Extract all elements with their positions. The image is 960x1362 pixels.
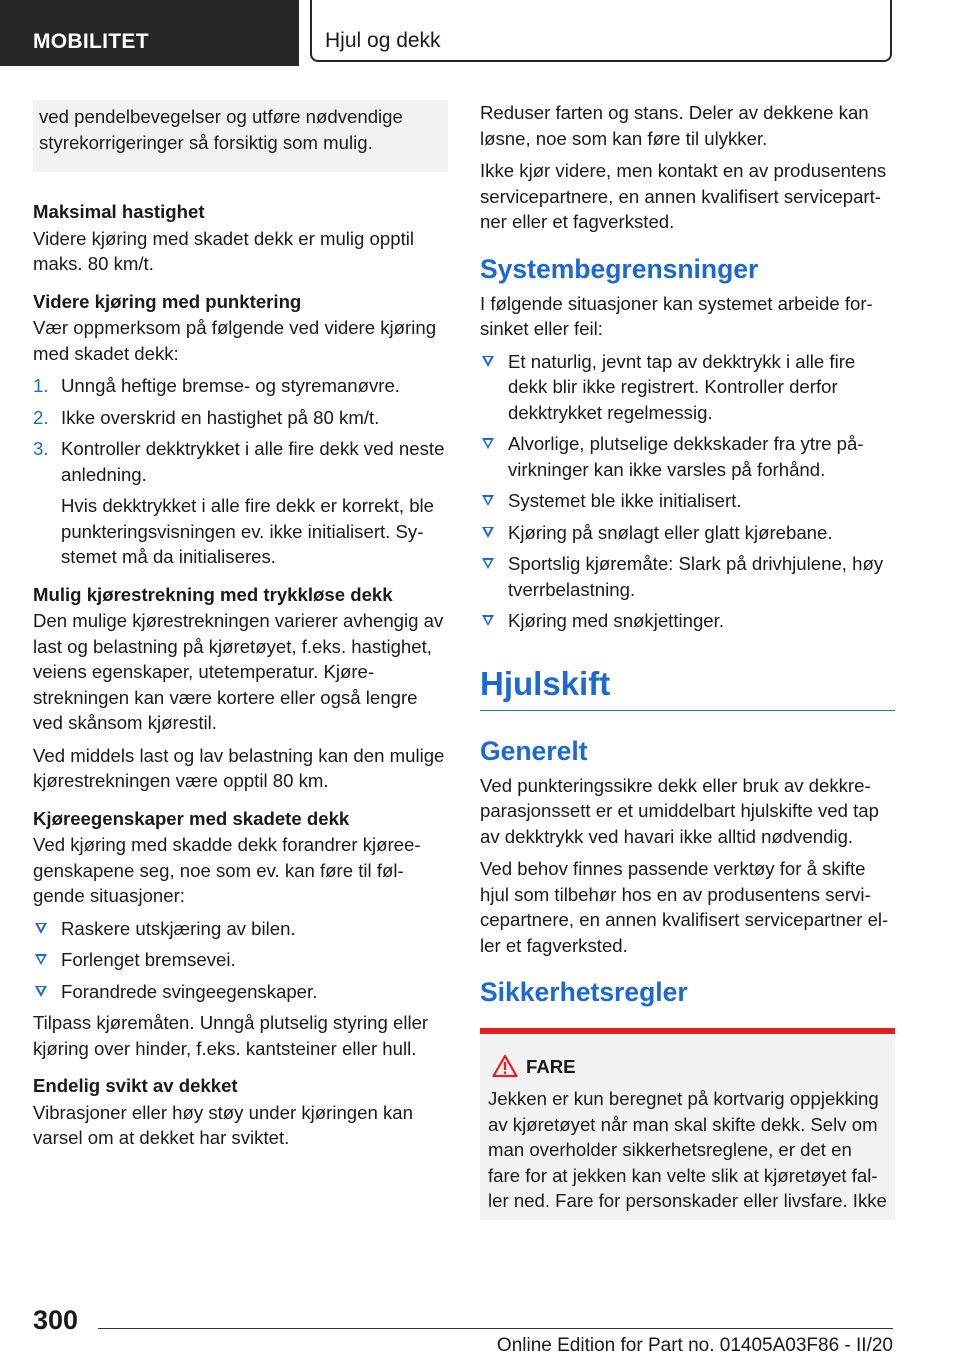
warning-label: FARE: [526, 1056, 576, 1077]
list-item: [480, 488, 895, 514]
range-heading: Mulig kjørestrekning med trykkløse dekk: [33, 583, 393, 605]
bullet-arrow-icon: [35, 954, 47, 965]
section-tab[interactable]: [0, 0, 299, 66]
left-column: [33, 100, 448, 1158]
list-item: [33, 436, 448, 570]
range-text-1: Den mulige kjørestrekningen varierer avhengig av last og belastning på kjøretøyet, f.eks. hastighet, veiens egenskaper, utetemperatur. Kjørestrekningen kan være kortere eller også lengre ved skånsom kjørestil.: [33, 610, 444, 733]
bullet-arrow-icon: [482, 615, 494, 626]
item-text: Et naturlig, jevnt tap av dekktrykk i alle fire dekk blir ikke registrert. Kontroller derfor dekktrykket regelmessig.: [508, 350, 856, 423]
step-number: 2.: [33, 406, 49, 428]
safety-heading: Sikkerhetsregler: [480, 977, 688, 1007]
list-item: [480, 608, 895, 634]
step-number: 3.: [33, 438, 49, 459]
step-text: Unngå heftige bremse- og styremanøvre.: [61, 375, 400, 396]
reduce-speed-text: Reduser farten og stans. Deler av dekkene kan løsne, noe som kan føre til ulykker.: [480, 102, 869, 149]
system-limits-list: [480, 349, 895, 634]
bullet-arrow-icon: [482, 558, 494, 569]
step-number: 1.: [33, 375, 49, 396]
step-text: Kontroller dekktrykket i alle fire dekk ved neste anledning.: [61, 438, 445, 485]
bullet-arrow-icon: [482, 495, 494, 506]
max-speed-heading: Maksimal hastighet: [33, 201, 205, 222]
step-note: Hvis dekktrykket i alle fire dekk er korrekt, ble punkteringsvisningen ev. ikke initialisert. Systemet må da initialiseres.: [61, 495, 435, 567]
continued-warning-box: [33, 100, 448, 172]
general-text-2: Ved behov finnes passende verktøy for å skifte hjul som tilbehør hos en av produsentens servicepartnere, en annen kvalifisert servicepartner eller et fagverksted.: [480, 858, 889, 956]
contact-service-text: Ikke kjør videre, men kontakt en av produsentens servicepartnere, en annen kvalifisert servicepartner eller et fagverksted.: [480, 160, 887, 232]
list-item: [33, 916, 448, 942]
range-text-2: Ved middels last og lav belastning kan den mulige kjørestrekningen være opptil 80 km.: [33, 744, 445, 791]
item-text: Forlenget bremsevei.: [61, 949, 236, 970]
flat-intro: Vær oppmerksom på følgende ved videre kjøring med skadet dekk:: [33, 317, 437, 364]
item-text: Kjøring med snøkjettinger.: [508, 610, 724, 631]
bullet-arrow-icon: [482, 438, 494, 449]
footer-divider: [98, 1328, 893, 1329]
list-item: [480, 349, 895, 426]
page-number: 300: [33, 1305, 79, 1335]
bullet-arrow-icon: [35, 923, 47, 934]
flat-heading: Videre kjøring med punktering: [33, 290, 302, 312]
step-text: Ikke overskrid en hastighet på 80 km/t.: [61, 406, 380, 428]
properties-outro: Tilpass kjøremåten. Unngå plutselig styring eller kjøring over hinder, f.eks. kantsteiner eller hull.: [33, 1012, 429, 1059]
chapter-title: Hjul og dekk: [325, 29, 441, 52]
failure-text: Vibrasjoner eller høy støy under kjøringen kan varsel om at dekket har sviktet.: [33, 1101, 413, 1148]
properties-heading: Kjøreegenskaper med skadete dekk: [33, 807, 350, 829]
item-text: Alvorlige, plutselige dekkskader fra ytre påvirkninger kan ikke varsles på forhånd.: [508, 433, 864, 480]
bullet-arrow-icon: [482, 356, 494, 367]
failure-heading: Endelig svikt av dekket: [33, 1075, 238, 1096]
general-heading: Generelt: [480, 735, 588, 766]
properties-intro: Ved kjøring med skadde dekk forandrer kjøreegenskapene seg, noe som ev. kan føre til følgende situasjoner:: [33, 834, 421, 906]
item-text: Forandrede svingeegenskaper.: [61, 980, 318, 1002]
list-item: [33, 373, 448, 399]
item-text: Sportslig kjøremåte: Slark på drivhjulene, høy tverrbelastning.: [508, 553, 884, 600]
list-item: [480, 431, 895, 482]
chapter-tab[interactable]: [310, 0, 892, 62]
bullet-arrow-icon: [35, 986, 47, 997]
properties-list: [33, 916, 448, 1005]
right-column: [480, 100, 895, 1220]
warning-triangle-icon: [492, 1054, 518, 1078]
warning-text: Jekken er kun beregnet på kortvarig oppjekking av kjøretøyet når man skal skifte dekk. Selv om man overholder sikkerhetsreglene, er det en fare for at jekken kan velte slik at kjøretøyet faller ned. Fare for personskader eller livsfare. Ikke: [488, 1088, 887, 1211]
item-text: Raskere utskjæring av bilen.: [61, 917, 296, 939]
edition-footer: Online Edition for Part no. 01405A03F86 - II/20: [496, 1335, 893, 1356]
list-item: [33, 405, 448, 431]
danger-warning-box: [480, 1028, 895, 1220]
system-limits-heading: Systembegrensninger: [480, 253, 759, 284]
warning-title: [488, 1054, 887, 1080]
flat-steps-list: [33, 373, 448, 570]
list-item: [480, 520, 895, 546]
system-limits-intro: I følgende situasjoner kan systemet arbeide forsinket eller feil:: [480, 292, 873, 339]
list-item: [480, 551, 895, 602]
bullet-arrow-icon: [482, 527, 494, 538]
page-header: [0, 0, 960, 66]
item-text: Kjøring på snølagt eller glatt kjørebane.: [508, 521, 833, 543]
section-title: MOBILITET: [33, 30, 149, 53]
box-text: ved pendelbevegelser og utføre nødvendige styrekorrigeringer så forsiktig som mulig.: [39, 106, 403, 153]
list-item: [33, 947, 448, 973]
wheel-change-heading: Hjulskift: [480, 664, 895, 711]
max-speed-text: Videre kjøring med skadet dekk er mulig opptil maks. 80 km/t.: [33, 227, 415, 274]
general-text-1: Ved punkteringssikre dekk eller bruk av dekkreparasjonssett er et umiddelbart hjulskifte ved tap av dekktrykk ved havari ikke alltid nødvendig.: [480, 774, 879, 847]
list-item: [33, 979, 448, 1005]
item-text: Systemet ble ikke initialisert.: [508, 490, 742, 511]
